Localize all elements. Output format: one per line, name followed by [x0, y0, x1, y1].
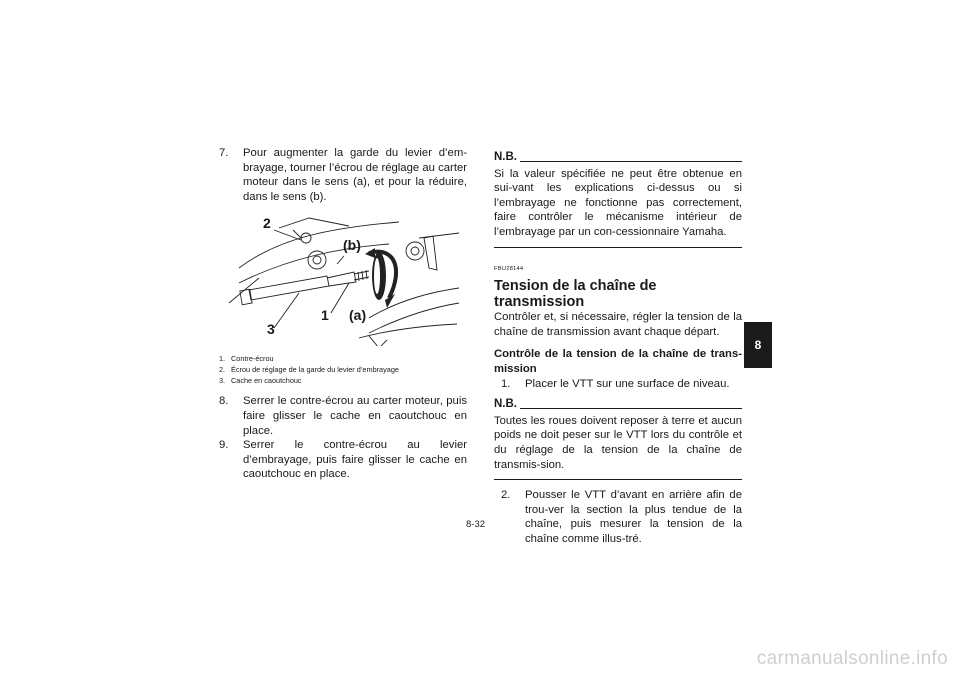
step-text: Pour augmenter la garde du levier d’em-brayage, tourner l’écrou de réglage au carter moteur dans le sens (a), et pour la réduire, dans le sens (b).: [243, 147, 467, 203]
step-7: [219, 146, 467, 204]
section-intro: Contrôler et, si nécessaire, régler la tension de la chaîne de transmission avant chaque départ.: [494, 311, 742, 338]
legend-text: Contre-écrou: [231, 354, 274, 364]
step-8: [219, 394, 467, 438]
note-text: Toutes les roues doivent reposer à terre et aucun poids ne doit peser sur le VTT lors du contrôle et du réglage de la tension de la chaîne de transmis-sion.: [494, 414, 742, 471]
legend-text: Écrou de réglage de la garde du levier d’embrayage: [231, 365, 399, 375]
note-label: N.B.: [494, 398, 517, 411]
clutch-illustration: [219, 208, 467, 346]
section-title: Tension de la chaîne de transmission: [494, 278, 657, 311]
step-text: Pousser le VTT d’avant en arrière afin de trou-ver la section la plus tendue de la chaîne, puis mesurer la tension de la chaîne comme illus-tré.: [525, 489, 742, 545]
callout-2: 2: [263, 215, 271, 232]
watermark-text: carmanualsonline.info: [756, 648, 948, 669]
left-column: [219, 146, 467, 482]
figure-legend: [219, 353, 467, 386]
step-1: [494, 377, 742, 392]
step-text: Serrer le contre-écrou au levier d’embrayage, puis faire glisser le cache en caoutchouc en place.: [243, 439, 467, 481]
right-column: [494, 150, 742, 546]
reference-code: FBU28144: [494, 265, 524, 272]
step-number: 8.: [219, 395, 229, 408]
subsection-title: Contrôle de la tension de la chaîne de trans-mission: [494, 348, 742, 375]
note-label: N.B.: [494, 151, 517, 163]
step-number: 7.: [219, 147, 229, 159]
step-number: 9.: [219, 439, 229, 452]
legend-number: 1.: [219, 354, 226, 364]
note-header: [494, 397, 742, 412]
legend-number: 3.: [219, 376, 226, 386]
note-end-rule: [494, 479, 742, 480]
note-rule: [520, 408, 742, 409]
callout-1: 1: [321, 307, 329, 324]
callout-b: (b): [343, 237, 361, 254]
legend-item: [219, 364, 467, 375]
callout-a: (a): [349, 307, 367, 324]
step-text: Serrer le contre-écrou au carter moteur, puis faire glisser le cache en caoutchouc en place.: [243, 395, 467, 437]
step-2: [494, 488, 742, 546]
step-number: 1.: [501, 377, 511, 390]
callout-3: 3: [267, 321, 275, 338]
legend-text: Cache en caoutchouc: [231, 376, 302, 386]
note-end-rule: [494, 247, 742, 248]
step-number: 2.: [501, 489, 511, 502]
note-text: Si la valeur spécifiée ne peut être obtenue en sui-vant les explications ci-dessus ou si l’embrayage ne fonctionne pas correctement, faire contrôler le mécanisme intérieur de l’embrayage par un con-cessionnaire Yamaha.: [494, 167, 742, 238]
note-rule: [520, 161, 742, 162]
note-header: [494, 150, 742, 165]
legend-number: 2.: [219, 365, 226, 375]
step-text: Placer le VTT sur une surface de niveau.: [525, 377, 730, 390]
legend-item: [219, 375, 467, 386]
chapter-tab: 8: [744, 322, 772, 368]
page-number: 8-32: [466, 519, 486, 530]
clutch-drawing: [219, 208, 467, 346]
legend-item: [219, 353, 467, 364]
step-9: [219, 438, 467, 482]
